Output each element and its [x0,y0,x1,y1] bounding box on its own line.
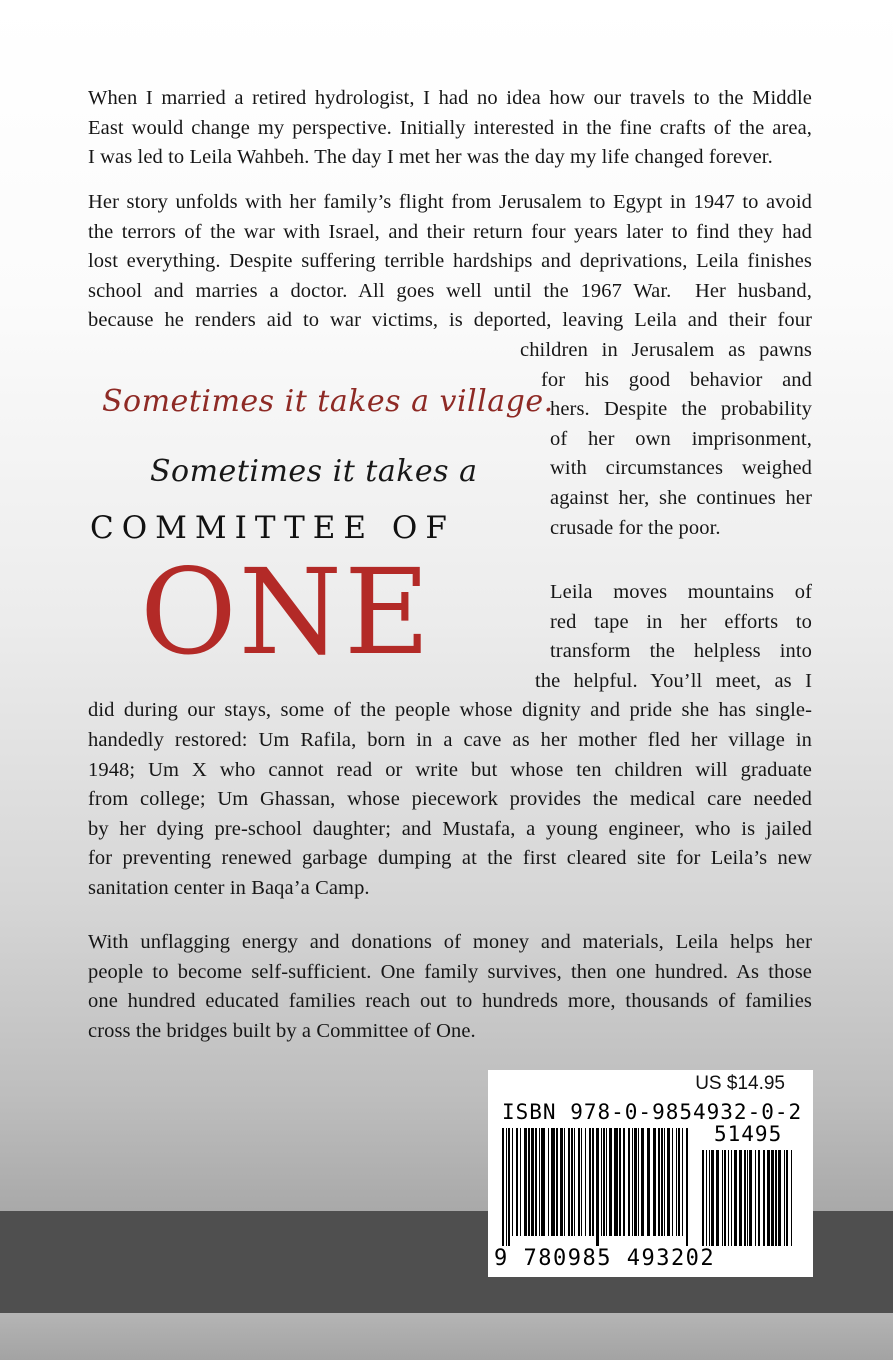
ean-barcode-bars [502,1128,692,1246]
addon-bar [724,1150,726,1246]
barcode-bar [571,1128,573,1236]
barcode-bar [672,1128,673,1236]
barcode-bar [628,1128,630,1236]
barcode-bar [531,1128,534,1236]
p3-line: for preventing renewed garbage dumping at the first cleared site for Leila’s new [88,847,812,870]
p1-line: East would change my perspective. Initially interested in the fine crafts of the area, [88,116,812,139]
p2-line: because he renders aid to war victims, is deported, leaving Leila and their four [88,309,812,332]
barcode-bar [601,1128,602,1236]
p3-line: by her dying pre-school daughter; and Mustafa, a young engineer, who is jailed [88,817,812,840]
barcode-bar [512,1128,513,1236]
closing-paragraph [88,928,812,1046]
barcode-bar [676,1128,677,1236]
barcode-bar [589,1128,591,1236]
barcode-label [488,1070,813,1277]
barcode-bar [551,1128,555,1236]
addon-barcode-bars [702,1150,798,1246]
barcode-bar [556,1128,558,1236]
addon-bar [749,1150,752,1246]
barcode-bar [548,1128,549,1236]
p2-line: hers. Despite the probability [550,398,812,421]
p4-line: one hundred educated families reach out to hundreds more, thousands of families [88,990,812,1013]
p2-line: lost everything. Despite suffering terrible hardships and deprivations, Leila finishes [88,250,812,273]
barcode-bar [564,1128,565,1236]
addon-bar [747,1150,748,1246]
addon-bar [744,1150,746,1246]
barcode-bar [614,1128,618,1236]
addon-bar [722,1150,723,1246]
p4-line: people to become self-sufficient. One family survives, then one hundred. As those [88,960,812,983]
addon-bar [771,1150,774,1246]
barcode-bar [667,1128,670,1236]
barcode-bar [609,1128,612,1236]
barcode-bar [653,1128,656,1236]
barcode-bar [502,1128,504,1246]
p3-line: from college; Um Ghassan, whose piecework provides the medical care needed [88,788,812,811]
barcode-bar [535,1128,537,1236]
price-label: US $14.95 [695,1073,785,1094]
p2-line: crusade for the poor. [550,516,721,539]
barcode-bar [623,1128,625,1236]
barcode-bar [520,1128,521,1236]
p3-line: did during our stays, some of the people whose dignity and pride she has single- [88,699,812,722]
addon-bar [775,1150,777,1246]
addon-bar [728,1150,729,1246]
addon-bar [706,1150,707,1246]
addon-bar [758,1150,760,1246]
addon-bar [731,1150,732,1246]
addon-bar [784,1150,785,1246]
barcode-bar [539,1128,540,1236]
addon-bar [755,1150,756,1246]
story-paragraph [88,188,812,543]
barcode-bar [568,1128,570,1236]
barcode-bar [574,1128,575,1236]
barcode-bar [664,1128,665,1236]
p2-line: school and marries a doctor. All goes well until the 1967 War. Her husband, [88,279,812,302]
p3-line: the helpful. You’ll meet, as I [535,669,812,692]
barcode-bar [641,1128,644,1236]
title-committee-of: COMMITTEE OF [90,510,455,546]
barcode-bar [506,1128,507,1246]
barcode-bar [619,1128,621,1236]
addon-bar [767,1150,770,1246]
p2-line: children in Jerusalem as pawns [520,338,812,361]
barcode-bar [638,1128,639,1236]
addon-bar [734,1150,737,1246]
barcode-bar [658,1128,660,1236]
isbn-text: ISBN 978-0-9854932-0-2 [502,1100,803,1124]
p3-line: transform the helpless into [550,640,812,663]
p2-line: against her, she continues her [550,486,812,509]
barcode-bar [678,1128,680,1236]
barcode-bar [632,1128,633,1236]
intro-paragraph [88,84,812,173]
p1-line: When I married a retired hydrologist, I had no idea how our travels to the Middle [88,87,812,109]
barcode-bar [528,1128,530,1236]
addon-code: 51495 [714,1122,783,1146]
barcode-bar [606,1128,607,1236]
p3-line: sanitation center in Baqa’a Camp. [88,876,370,899]
ean-digits: 9 780985 493202 [494,1246,716,1271]
barcode-bar [508,1128,510,1246]
p3-line: handedly restored: Um Rafila, born in a cave as her mother fled her village in [88,728,812,751]
addon-bar [739,1150,742,1246]
addon-bar [716,1150,719,1246]
p1-line: I was led to Leila Wahbeh. The day I met her was the day my life changed forever. [88,146,773,169]
barcode-bar [585,1128,586,1236]
barcode-bar [592,1128,594,1236]
barcode-bar [578,1128,580,1236]
p2-line: for his good behavior and [541,368,812,391]
barcode-bar [581,1128,582,1236]
barcode-bar [596,1128,599,1246]
barcode-bar [516,1128,518,1236]
addon-bar [791,1150,792,1246]
p2-line: of her own imprisonment, [550,427,812,450]
tagline-village: Sometimes it takes a village. [102,384,554,419]
p4-line: With unflagging energy and donations of money and materials, Leila helps her [88,931,812,953]
addon-bar [709,1150,710,1246]
barcode-bar [541,1128,545,1236]
barcode-bar [686,1128,688,1246]
tagline-takes-a: Sometimes it takes a [150,454,478,489]
addon-bar [778,1150,781,1246]
p3-line: red tape in her efforts to [550,610,812,633]
barcode-bar [560,1128,563,1236]
addon-bar [786,1150,788,1246]
title-one: ONE [140,543,433,681]
p4-line: cross the bridges built by a Committee of One. [88,1019,476,1042]
barcode-bar [647,1128,650,1236]
p2-line: Her story unfolds with her family’s flight from Jerusalem to Egypt in 1947 to avoid [88,191,812,213]
addon-bar [711,1150,714,1246]
addon-bar [763,1150,765,1246]
p3-line: Leila moves mountains of [550,581,812,603]
p3-line: 1948; Um X who cannot read or write but whose ten children will graduate [88,758,812,781]
addon-bar [702,1150,704,1246]
bottom-grey-strip [0,1313,893,1360]
p2-line: with circumstances weighed [550,457,812,480]
barcode-bar [603,1128,605,1236]
barcode-bar [634,1128,637,1236]
barcode-bar [682,1128,683,1236]
barcode-bar [524,1128,527,1236]
barcode-bar [661,1128,663,1236]
p2-line: the terrors of the war with Israel, and their return four years later to find they had [88,220,812,243]
